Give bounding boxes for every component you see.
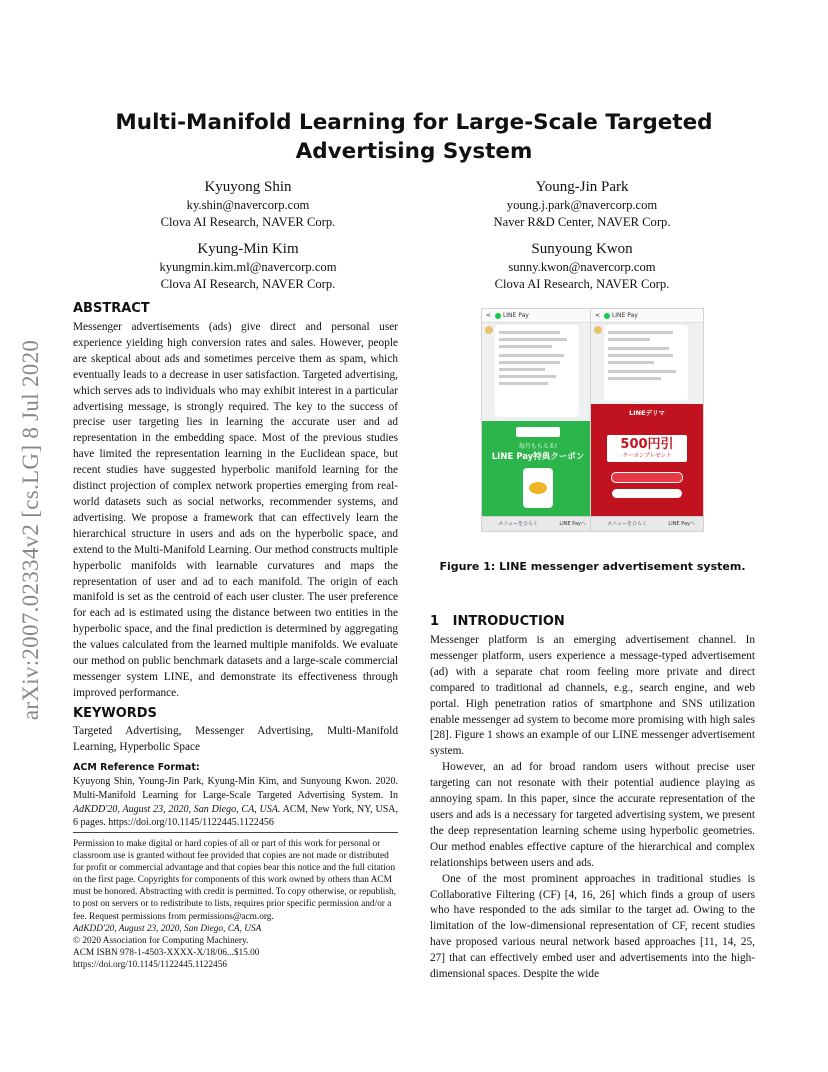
author-name: Kyung-Min Kim (197, 241, 299, 257)
permission-text: Permission to make digital or hard copies of all or part of this work for personal or classroom use is granted without fee provided that copies are not made or distributed for profit or commercial advantage and that copies bear this notice and the full citation on the first page. Copyrights for components of this work owned by others than ACM must be honored. Abstracting with credit is permitted. To copy otherwise, or republish, to post on servers or to redistribute to lists, requires prior specific permission and/or a fee. Request permissions from permissions@acm.org. (73, 839, 396, 922)
ad-banner-subtitle: 毎月もらえる! (518, 443, 558, 450)
ad-banner-tag: LINEデリマ (629, 409, 665, 417)
phone-header: < LINE Pay (482, 309, 594, 323)
author-block (98, 178, 398, 231)
intro-number: 1 (430, 614, 440, 629)
keywords-text: Targeted Advertising, Messenger Advertising, Multi-Manifold Learning, Hyperbolic Space (73, 725, 398, 753)
intro-title: INTRODUCTION (452, 614, 565, 629)
paper-title: Multi-Manifold Learning for Large-Scale Targeted Advertising System (115, 110, 713, 164)
line-logo-icon (604, 313, 610, 319)
phone-footer (482, 516, 594, 531)
phone-header: < LINE Pay (591, 309, 703, 323)
author-affiliation: Clova AI Research, NAVER Corp. (160, 277, 336, 291)
abstract-heading: ABSTRACT (73, 301, 150, 316)
author-name: Sunyoung Kwon (531, 241, 633, 257)
permission-isbn: ACM ISBN 978-1-4503-XXXX-X/18/06...$15.00 (73, 947, 260, 958)
intro-paragraph: Messenger platform is an emerging advertisement channel. In messenger platform, users experience a message-typed advertisement (ad) with a separate chat room feeling more private and direct compared to traditional ad channels, e.g., search engine, and web portal. High penetration ratios of smartphone and SNS utilization enable messenger ad system to become more promising with high sales [28]. Figure 1 shows an example of our LINE messenger advertisement system. (430, 634, 755, 758)
keywords-heading: KEYWORDS (73, 706, 157, 721)
footer-menu-link: メニューをひらく (498, 521, 539, 527)
permission-copyright: © 2020 Association for Computing Machinery. (73, 935, 249, 946)
avatar (485, 326, 493, 334)
permission-block (73, 838, 398, 971)
avatar (594, 326, 602, 334)
ad-banner (591, 404, 703, 516)
author-affiliation: Clova AI Research, NAVER Corp. (494, 277, 670, 291)
author-block (98, 240, 398, 293)
phone-header-title: LINE Pay (611, 312, 638, 319)
footnote-rule (73, 832, 398, 833)
acm-reference-publisher: ACM, New York, NY, USA, 6 pages. https://doi.org/10.1145/1122445.1122456 (73, 803, 398, 829)
author-block (432, 178, 732, 231)
ad-banner-title: 500円引 (620, 437, 674, 452)
phone-screenshot-right (590, 308, 704, 532)
abstract-text: Messenger advertisements (ads) give direct and personal user experience yielding high conversion rates and sales. However, people are skeptical about ads and sometimes perceive them as spam, which eventually leads to a decrease in user satisfaction. Targeted advertising, which serves ads to individuals who may exhibit interest in a particular advertising message, is strongly required. The key to the success of precise user targeting lies in learning the accurate user and ad representation in the embedding space. Most of the previous studies have limited the representation learning in the Euclidean space, but recent studies have suggested hyperbolic manifold learning for the distinct projection of complex network properties emerging from real-world datasets such as social networks, recommender systems, and advertising. We propose a framework that can effectively learn the hierarchical structure in users and ads on the hyperbolic space, and extend to the Multi-Manifold Learning. Our method constructs multiple hyperbolic manifolds with learnable curvatures and maps the representation of user and ad to each manifold. The origin of each manifold is set as the centroid of each user cluster. The user preference for each ad is estimated using the distance between two entities in the hyperbolic space, and the final prediction is determined by aggregating the values calculated from the learned multiple manifolds. We evaluate our method on public benchmark datasets and a large-scale commercial messenger system LINE, and demonstrate its effectiveness through improved performance. (73, 321, 398, 699)
author-block (432, 240, 732, 293)
intro-heading (430, 614, 565, 629)
chat-bubble (495, 325, 579, 417)
footer-menu-link: メニューをひらく (607, 521, 648, 527)
footer-pay-link: LINE Payへ (559, 521, 586, 527)
author-name: Kyuyong Shin (204, 179, 292, 195)
chat-bubble (604, 325, 688, 401)
phone-footer (591, 516, 703, 531)
intro-paragraph: One of the most prominent approaches in traditional studies is Collaborative Filtering (CF) [4, 16, 26] which finds a group of users who have responded to the ads similar to the target ad. Owing to the limitation of the low-dimensional representation of CF, recent studies have proposed various neural network based approaches [11, 14, 25, 27] that can effectively embed user and advertisements into the high-dimensional spaces. Despite the wide (430, 872, 755, 981)
author-email: young.j.park@navercorp.com (506, 198, 658, 212)
author-name: Young-Jin Park (535, 179, 629, 195)
permission-doi: https://doi.org/10.1145/1122445.1122456 (73, 959, 228, 970)
line-logo-icon (495, 313, 501, 319)
acm-reference-authors: Kyuyong Shin, Young-Jin Park, Kyung-Min Kim, and Sunyoung Kwon. 2020. Multi-Manifold Learning for Large-Scale Targeted Advertising System. In (73, 776, 398, 801)
phone-header-title: LINE Pay (502, 312, 529, 319)
acm-reference-venue: AdKDD'20, August 23, 2020, San Diego, CA, USA. (73, 803, 281, 815)
arxiv-identifier-text: arXiv:2007.02334v2 [cs.LG] 8 Jul 2020 (18, 339, 43, 721)
author-email: sunny.kwon@navercorp.com (508, 260, 656, 274)
ad-banner-subtitle: クーポンプレゼント (622, 453, 672, 459)
phone-screenshot-left (481, 308, 595, 532)
footer-pay-link: LINE Payへ (668, 521, 695, 527)
author-affiliation: Naver R&D Center, NAVER Corp. (493, 215, 671, 229)
acm-reference-text (73, 775, 398, 830)
ad-banner-title: LINE Pay特典クーポン (491, 452, 585, 462)
intro-paragraph: However, an ad for broad random users without precise user targeting can not resonate with their potential audience playing as annoying spam. In this paper, since the accurate representation of the users and ads is a necessary for targeted advertising system, we present the deep representation learning scheme using hyperbolic geometries. Our method enables effective capture of the hierarchical and complex relationships between users and ads. (430, 761, 755, 869)
acm-reference-heading: ACM Reference Format: (73, 762, 200, 773)
arxiv-identifier (8, 300, 54, 760)
ad-banner (482, 421, 594, 516)
figure-caption: Figure 1: LINE messenger advertisement system. (439, 560, 746, 573)
intro-body (430, 633, 755, 983)
permission-venue: AdKDD'20, August 23, 2020, San Diego, CA, USA (73, 923, 262, 934)
author-affiliation: Clova AI Research, NAVER Corp. (160, 215, 336, 229)
author-email: ky.shin@navercorp.com (186, 198, 310, 212)
author-email: kyungmin.kim.ml@navercorp.com (159, 260, 337, 274)
